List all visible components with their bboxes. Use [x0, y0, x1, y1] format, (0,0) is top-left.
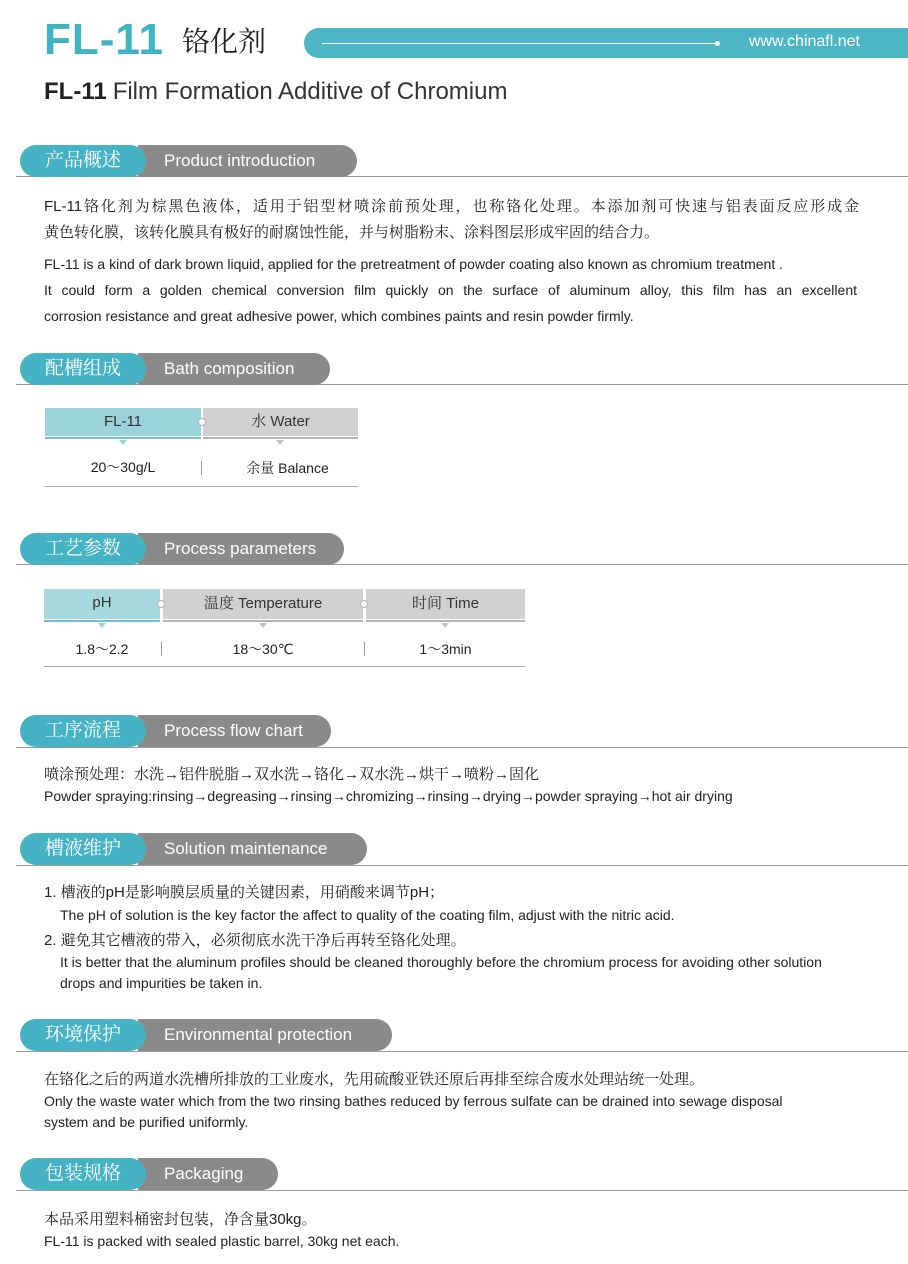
- intro-text-cn-2: 黄色转化膜，该转化膜具有极好的耐腐蚀性能，并与树脂粉末、涂料图层形成牢固的结合力。: [44, 224, 660, 241]
- params-value-time: 1～3min: [419, 641, 472, 657]
- table-bottom-rule: [44, 666, 525, 667]
- maintenance-item-1-cn: 1. 槽液的pH是影响膜层质量的关键因素，用硝酸来调节pH；: [44, 884, 445, 901]
- environment-text-en-1: Only the waste water which from the two rinsing bathes reduced by ferrous sulfate can be drained into sewage disposal: [44, 1093, 783, 1109]
- intro-text-en-1: FL-11 is a kind of dark brown liquid, applied for the pretreatment of powder coating also known as chromium treatment .: [44, 256, 784, 272]
- page-subtitle: [44, 76, 507, 108]
- header-underline: [44, 620, 160, 622]
- table-bottom-rule: [45, 486, 358, 487]
- params-header-ph: pH: [44, 589, 160, 619]
- section-divider: [16, 865, 908, 866]
- params-value-ph: 1.8～2.2: [75, 641, 129, 657]
- section-badge-en: Process parameters: [138, 533, 344, 565]
- maintenance-item-2-en-2: drops and impurities be taken in.: [60, 975, 263, 991]
- cell-separator: [201, 461, 202, 475]
- junction-dot: [360, 600, 368, 608]
- cell-separator: [161, 642, 162, 656]
- caret-icon: [441, 623, 449, 628]
- section-badge-en: Solution maintenance: [138, 833, 367, 865]
- maintenance-item-2-cn: 2. 避免其它槽液的带入，必须彻底水洗干净后再转至铬化处理。: [44, 932, 466, 949]
- product-title-cn: 铬化剂: [182, 26, 267, 57]
- environment-text-en-2: system and be purified uniformly.: [44, 1114, 249, 1130]
- caret-icon: [276, 440, 284, 445]
- website-link[interactable]: www.chinafl.net: [748, 33, 860, 50]
- section-badge-cn: 包装规格: [20, 1158, 146, 1190]
- header-underline: [163, 620, 363, 622]
- section-badge-cn: 产品概述: [20, 145, 146, 177]
- bath-value-fl11: 20～30g/L: [90, 459, 156, 475]
- header-underline: [45, 437, 201, 439]
- junction-dot: [157, 600, 165, 608]
- caret-icon: [119, 440, 127, 445]
- decorative-line: [322, 43, 718, 44]
- section-badge-en: Product introduction: [138, 145, 357, 177]
- bath-header-fl11: FL-11: [45, 408, 201, 436]
- subtitle-text: Film Formation Additive of Chromium: [112, 78, 508, 105]
- section-badge-cn: 配槽组成: [20, 353, 146, 385]
- section-badge-en: Bath composition: [138, 353, 330, 385]
- header-underline: [366, 620, 525, 622]
- maintenance-item-2-en-1: It is better that the aluminum profiles should be cleaned thoroughly before the chromium process for avoiding other solution: [60, 954, 822, 970]
- section-divider: [16, 747, 908, 748]
- caret-icon: [98, 623, 106, 628]
- section-badge-en: Packaging: [138, 1158, 278, 1190]
- section-badge-cn: 工序流程: [20, 715, 146, 747]
- subtitle-code: FL-11: [44, 78, 107, 105]
- bath-value-water: 余量 Balance: [246, 460, 329, 476]
- packaging-text-en: FL-11 is packed with sealed plastic barrel, 30kg net each.: [44, 1233, 400, 1249]
- cell-separator: [364, 642, 365, 656]
- flow-text-cn: 喷涂预处理：水洗→铝件脱脂→双水洗→铬化→双水洗→烘干→喷粉→固化: [44, 766, 540, 783]
- junction-dot: [198, 418, 206, 426]
- params-header-time: 时间 Time: [366, 589, 525, 619]
- environment-text-cn: 在铬化之后的两道水洗槽所排放的工业废水，先用硫酸亚铁还原后再排至综合废水处理站统一处理。: [44, 1071, 705, 1088]
- header-underline: [203, 437, 358, 439]
- section-divider: [16, 1190, 908, 1191]
- website-bar: [304, 28, 908, 58]
- section-badge-en: Process flow chart: [138, 715, 331, 747]
- caret-icon: [259, 623, 267, 628]
- section-badge-en: Environmental protection: [138, 1019, 392, 1051]
- maintenance-item-1-en: The pH of solution is the key factor the affect to quality of the coating film, adjust with the nitric acid.: [60, 907, 675, 923]
- section-divider: [16, 1051, 908, 1052]
- packaging-text-cn: 本品采用塑料桶密封包装，净含量30kg。: [44, 1211, 317, 1228]
- intro-text-cn-1: FL-11铬化剂为棕黑色液体，适用于铝型材喷涂前预处理，也称铬化处理。本添加剂可快速与铝表面反应形成金: [44, 198, 859, 215]
- section-badge-cn: 工艺参数: [20, 533, 146, 565]
- section-badge-cn: 槽液维护: [20, 833, 146, 865]
- intro-text-en-3: corrosion resistance and great adhesive power, which combines paints and resin powder firmly.: [44, 308, 634, 324]
- params-header-temperature: 温度 Temperature: [163, 589, 363, 619]
- section-badge-cn: 环境保护: [20, 1019, 146, 1051]
- product-code: FL-11: [44, 15, 164, 64]
- bath-header-water: 水 Water: [203, 408, 358, 436]
- flow-text-en: Powder spraying:rinsing→degreasing→rinsing→chromizing→rinsing→drying→powder spraying→hot air drying: [44, 788, 733, 804]
- intro-text-en-2: It could form a golden chemical conversion film quickly on the surface of aluminum alloy, this film has an excellent: [44, 282, 857, 298]
- params-value-temperature: 18～30℃: [232, 641, 294, 657]
